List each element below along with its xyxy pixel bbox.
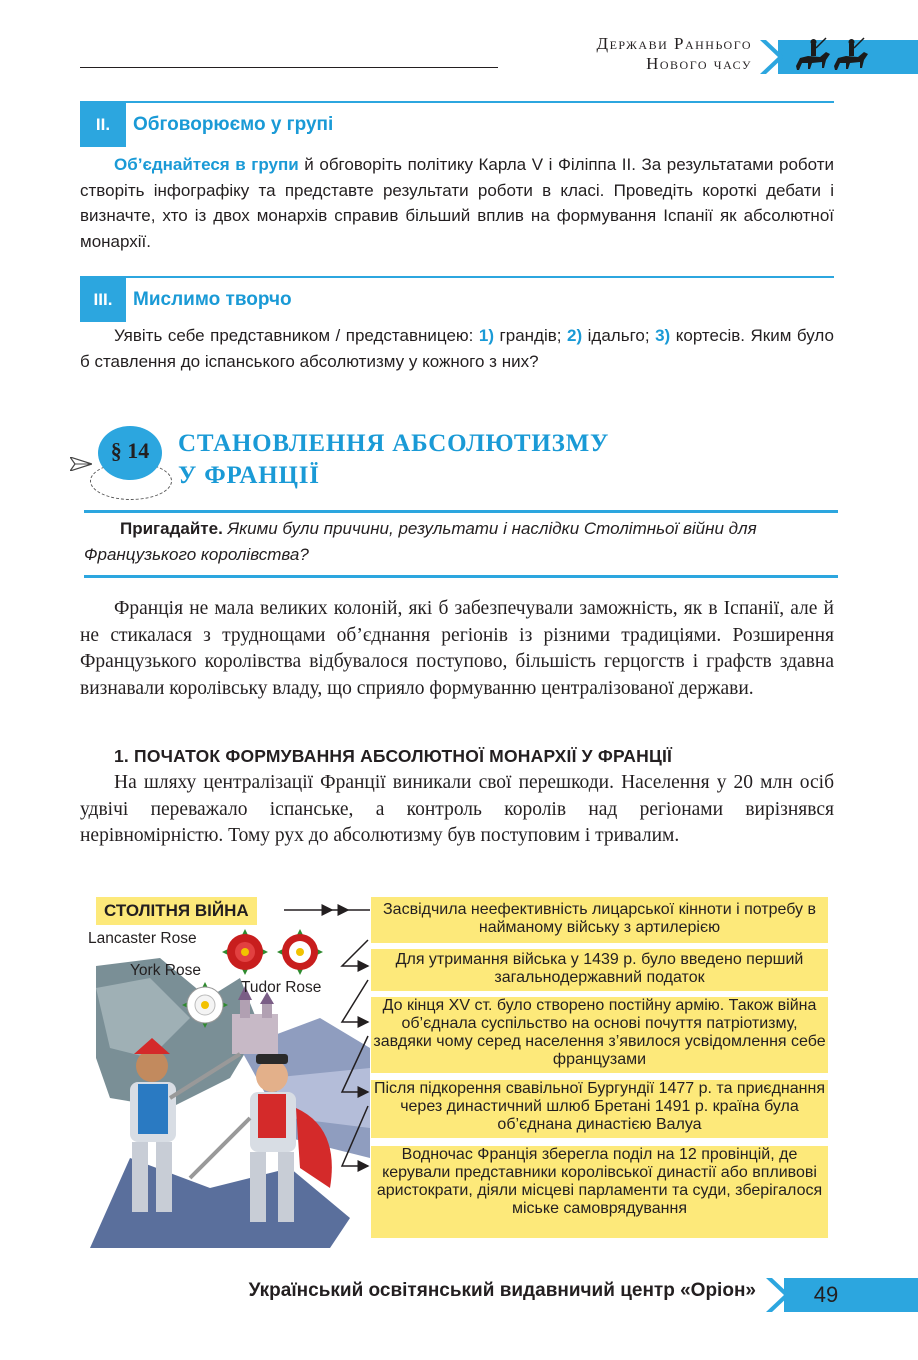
- recall-text: Якими були причини, результати і наслідки Столітньої війни для Французького королівства?: [84, 519, 757, 564]
- running-header-line1: Держави Раннього: [596, 34, 752, 53]
- header-chevron-icon: [760, 40, 784, 74]
- header-rule: [80, 67, 498, 68]
- subsection-text: На шляху централізації Франції виникали свої перешкоди. Населення у 20 млн осіб удвічі переважало іспанське, а контроль королів над регіонами вирізнявся нерівномірністю. Тому рух до абсолютизму був поступовим і тривалим.: [80, 772, 834, 846]
- section-ii-body: й обговоріть політику Карла V і Філіппа II. За результатами роботи створіть інфографіку та представте результати роботи в класі. Проведіть короткі дебати і визначте, хто із двох монархів справив більший вплив на формування Іспанії як абсолютної монархії.: [80, 155, 834, 251]
- paragraph-title-line1: СТАНОВЛЕННЯ АБСОЛЮТИЗМУ: [178, 430, 610, 457]
- infographic-box-3: До кінця XV ст. було створено постійну армію. Також війна об’єднала суспільство на основі почуття патріотизму, завдяки чому серед населення з’явилося усвідомлення себе французами: [371, 997, 828, 1073]
- lancaster-rose-label: Lancaster Rose: [88, 930, 197, 947]
- section-iii-text: [80, 323, 834, 374]
- tudor-rose-label: Tudor Rose: [241, 979, 322, 996]
- paragraph-title: [178, 428, 609, 492]
- page-number: 49: [813, 1282, 839, 1307]
- infographic-box-5: Водночас Франція зберегла поділ на 12 провінцій, де керували представники королівської династії або впливові аристократи, діяли місцеві парламенти та суди, зберігалося міське самоврядування: [371, 1146, 828, 1238]
- option-number: 2): [567, 326, 583, 345]
- intro-text: Франція не мала великих колоній, які б забезпечували заможність, як в Іспанії, але й не стикалася з труднощами об’єднання регіонів із різними традиціями. Розширення Французького королівства відбувалося поступово, більшість герцогств і графств здавна визнавали королівську владу, що сприяло формуванню централізованої держави.: [80, 598, 834, 699]
- paper-plane-icon: [70, 457, 92, 471]
- recall-rule-top: [84, 510, 838, 513]
- text-run: кортесів. Яким було б ставлення до іспанського абсолютизму у кожного з них?: [80, 326, 834, 371]
- york-rose-icon: [182, 982, 228, 1028]
- text-run: Уявіть себе представником / представницею:: [114, 326, 479, 345]
- infographic-connectors: [280, 896, 372, 1196]
- intro-paragraph: [80, 596, 834, 702]
- section-ii-number: II.: [80, 103, 126, 147]
- york-rose-label: York Rose: [130, 962, 201, 979]
- infographic-title: СТОЛІТНЯ ВІЙНА: [96, 897, 257, 925]
- publisher-footer: Український освітянський видавничий центр «Оріон»: [248, 1280, 756, 1301]
- section-iii-number: III.: [80, 278, 126, 322]
- running-header: [596, 34, 752, 74]
- section-ii-title: Обговорюємо у групі: [133, 114, 334, 135]
- recall-label: Пригадайте.: [120, 519, 223, 538]
- running-header-line2: Нового часу: [646, 54, 752, 73]
- section-ii-lead: Об’єднайтеся в групи: [114, 155, 299, 174]
- paragraph-number: § 14: [110, 438, 150, 463]
- subsection-title: 1. ПОЧАТОК ФОРМУВАННЯ АБСОЛЮТНОЇ МОНАРХІЇ У ФРАНЦІЇ: [114, 746, 673, 766]
- section-iii-title: Мислимо творчо: [133, 289, 292, 310]
- text-run: грандів;: [494, 326, 567, 345]
- subsection-paragraph: [80, 770, 834, 850]
- infographic-box-1: Засвідчила неефективність лицарської кінноти і потребу в найманому війську з артилерією: [371, 897, 828, 943]
- paragraph-title-line2: У ФРАНЦІЇ: [178, 462, 320, 489]
- infographic-box-2: Для утримання війська у 1439 р. було введено перший загальнодержавний податок: [371, 949, 828, 991]
- option-number: 1): [478, 326, 495, 345]
- section-ii-text: [80, 152, 834, 254]
- text-run: ідальго;: [582, 326, 656, 345]
- lancaster-rose-icon: [222, 929, 268, 975]
- infographic-box-4: Після підкорення свавільної Бургундії 1477 р. та приєднання через династичний шлюб Бретані 1491 р. країна була об’єднана династією Валуа: [371, 1080, 828, 1138]
- recall-box: [84, 516, 838, 568]
- horse-riders-icon: [790, 36, 880, 76]
- option-number: 3): [655, 326, 671, 345]
- recall-rule-bottom: [84, 575, 838, 578]
